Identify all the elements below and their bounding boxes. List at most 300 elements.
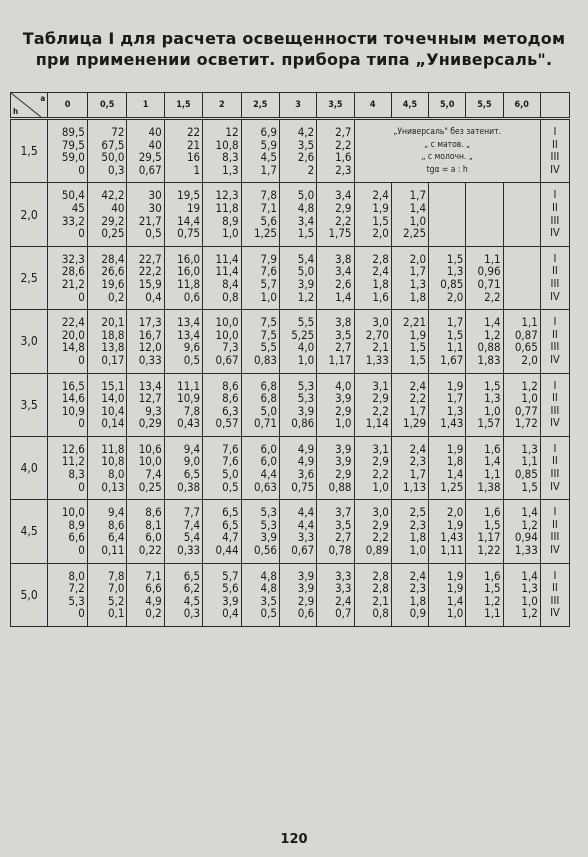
row-height-label: 4,5	[11, 500, 48, 563]
cell-value: 59,0	[61, 150, 85, 165]
table-title	[0, 28, 588, 70]
cell-value: 3,9	[260, 530, 277, 545]
cell-value: 1,4	[409, 200, 427, 215]
cell-value: 2,4	[372, 264, 389, 279]
curve-type-cell	[540, 563, 569, 626]
value-cell	[87, 183, 127, 246]
cell-value: 3,9	[297, 568, 315, 583]
cell-value: 5,3	[260, 505, 277, 520]
cell-value: 3,9	[222, 593, 239, 608]
cell-value: 0,86	[291, 416, 315, 431]
cell-value: 2,2	[372, 467, 389, 482]
cell-value: 3,8	[335, 315, 352, 330]
cell-value: 1,25	[440, 479, 464, 494]
value-cell	[503, 563, 540, 626]
column-header: 4	[354, 93, 391, 119]
curve-type-cell	[540, 119, 569, 183]
cell-value: 1,9	[409, 327, 427, 342]
cell-value: 0,4	[222, 606, 239, 621]
cell-value: 50,4	[61, 188, 85, 203]
cell-value: 0,9	[409, 606, 427, 621]
value-cell	[87, 310, 127, 373]
cell-value: 1,3	[409, 276, 427, 291]
value-cell	[203, 436, 241, 499]
cell-value: 12,7	[138, 391, 162, 406]
cell-value: 19,5	[177, 188, 201, 203]
cell-value: 2,2	[372, 403, 389, 418]
cell-value: 0,3	[183, 606, 201, 621]
cell-value: 9,0	[183, 454, 201, 469]
cell-value: 0,5	[183, 352, 201, 367]
row-height-label: 1,5	[11, 119, 48, 183]
row-height-label: 3,0	[11, 310, 48, 373]
value-cell	[87, 436, 127, 499]
curve-type-label: III	[550, 467, 560, 481]
cell-value: 1,8	[372, 276, 389, 291]
cell-value: 0	[78, 606, 85, 621]
cell-value: 5,0	[297, 188, 315, 203]
cell-value: 1,9	[446, 581, 464, 596]
cell-value: 10,9	[61, 403, 85, 418]
cell-value: 2,2	[372, 530, 389, 545]
cell-value: 2,8	[372, 581, 389, 596]
value-cell	[466, 436, 503, 499]
illumination-table	[10, 92, 570, 627]
cell-value: 2,4	[335, 593, 352, 608]
table-row	[11, 119, 570, 183]
cell-value: 1,14	[365, 416, 389, 431]
cell-value: 0,83	[253, 352, 277, 367]
cell-value: 1,7	[409, 188, 427, 203]
cell-value: 14,0	[101, 391, 125, 406]
cell-value: 10,4	[101, 403, 125, 418]
cell-value: 2,6	[297, 150, 315, 165]
cell-value: 1,6	[372, 289, 389, 304]
cell-value: 1,5	[372, 213, 389, 228]
cell-value: 11,8	[101, 441, 125, 456]
cell-value: 20,0	[61, 327, 85, 342]
cell-value: 10,0	[61, 505, 85, 520]
cell-value: 8,9	[222, 213, 239, 228]
curve-type-label: III	[550, 150, 560, 164]
cell-value: 0,71	[253, 416, 277, 431]
cell-value: 6,0	[260, 441, 277, 456]
cell-value: 2,25	[403, 226, 427, 241]
cell-value: 2,7	[335, 530, 352, 545]
cell-value: 2,2	[335, 213, 352, 228]
cell-value: 0,89	[365, 543, 389, 558]
cell-value: 16,7	[138, 327, 162, 342]
value-cell	[391, 563, 428, 626]
cell-value: 6,5	[183, 568, 201, 583]
cell-value: 19,6	[101, 276, 125, 291]
cell-value: 0,56	[253, 543, 277, 558]
cell-value: 8,1	[145, 517, 162, 532]
cell-value: 2,9	[372, 517, 389, 532]
cell-value: 0	[78, 162, 85, 177]
cell-value: 1,5	[446, 327, 464, 342]
cell-value: 2,5	[409, 505, 427, 520]
cell-value: 13,4	[177, 315, 201, 330]
cell-value: 1,7	[409, 467, 427, 482]
value-cell	[241, 310, 279, 373]
cell-value: 3,1	[372, 441, 389, 456]
cell-value: 1,57	[477, 416, 501, 431]
curve-type-label: I	[553, 378, 557, 392]
cell-value: 5,6	[260, 213, 277, 228]
cell-value: 1,43	[440, 530, 464, 545]
cell-value: 2,3	[335, 162, 352, 177]
value-cell	[87, 119, 127, 183]
row-height-label: 2,0	[11, 183, 48, 246]
cell-value: 2,9	[335, 403, 352, 418]
cell-value: 5,4	[297, 251, 315, 266]
cell-value: 3,5	[335, 327, 352, 342]
value-cell	[354, 246, 391, 309]
cell-value: 21,2	[61, 276, 85, 291]
cell-value: 29,2	[101, 213, 125, 228]
cell-value: 8,6	[108, 517, 125, 532]
value-cell	[466, 500, 503, 563]
cell-value: 0,17	[101, 352, 125, 367]
value-cell	[203, 183, 241, 246]
cell-value: 72	[111, 125, 125, 139]
cell-value: 1,0	[484, 403, 501, 418]
cell-value: 11,8	[215, 200, 239, 215]
value-cell	[48, 373, 88, 436]
column-header: 3	[279, 93, 316, 119]
cell-value: 1,5	[409, 352, 427, 367]
value-cell	[164, 563, 202, 626]
value-cell	[127, 119, 164, 183]
cell-value: 1,9	[446, 568, 464, 583]
row-height-label: 4,0	[11, 436, 48, 499]
row-height-label: 3,5	[11, 373, 48, 436]
value-cell	[391, 183, 428, 246]
cell-value: 21,7	[138, 213, 162, 228]
cell-value: 0,14	[101, 416, 125, 431]
cell-value: 22,2	[138, 264, 162, 279]
cell-value: 2,2	[335, 137, 352, 152]
value-cell	[354, 183, 391, 246]
cell-value: 6,5	[222, 517, 239, 532]
cell-value: 14,6	[61, 391, 85, 406]
cell-value: 22	[186, 125, 201, 139]
value-cell	[429, 436, 466, 499]
cell-value: 0,8	[222, 289, 239, 304]
cell-value: 1,5	[484, 517, 501, 532]
value-cell	[127, 310, 164, 373]
cell-value: 0,67	[138, 162, 162, 177]
value-cell	[127, 500, 164, 563]
cell-value: 19	[186, 200, 201, 215]
cell-value: 0,63	[253, 479, 277, 494]
cell-value: 1,8	[409, 289, 427, 304]
cell-value: 4,4	[260, 467, 277, 482]
cell-value: 1,38	[477, 479, 501, 494]
cell-value: 1,2	[484, 327, 501, 342]
value-cell	[503, 246, 540, 309]
cell-value: 0,85	[514, 467, 538, 482]
cell-value: 1,0	[446, 606, 464, 621]
cell-value: 40	[111, 200, 125, 215]
value-cell	[48, 563, 88, 626]
cell-value: 1,9	[446, 517, 464, 532]
table-row	[11, 500, 570, 563]
value-cell	[241, 563, 279, 626]
cell-value: 1,11	[440, 543, 464, 558]
cell-value: 1,1	[484, 467, 501, 482]
cell-value: 0	[78, 289, 85, 304]
cell-value: 5,3	[297, 391, 315, 406]
cell-value: 3,6	[297, 467, 315, 482]
cell-value: 2,4	[409, 378, 427, 393]
value-cell	[466, 183, 503, 246]
cell-value: 16	[186, 150, 201, 165]
cell-value: 7,8	[260, 188, 277, 203]
cell-value: 2,4	[409, 441, 427, 456]
value-cell	[391, 310, 428, 373]
cell-value: 2,2	[484, 289, 501, 304]
cell-value: 1,2	[521, 606, 538, 621]
cell-value: 12,3	[215, 188, 239, 203]
cell-value: 1,5	[484, 581, 501, 596]
cell-value: 3,9	[335, 391, 352, 406]
table-row	[11, 310, 570, 373]
curve-type-label: I	[553, 315, 557, 329]
value-cell	[391, 436, 428, 499]
value-cell	[279, 183, 316, 246]
cell-value: 0,5	[222, 479, 239, 494]
value-cell	[317, 310, 354, 373]
curve-type-label: II	[552, 391, 558, 405]
cell-value: 3,3	[335, 581, 352, 596]
value-cell	[164, 183, 202, 246]
cell-value: 0,2	[145, 606, 162, 621]
value-cell	[87, 373, 127, 436]
cell-value: 0,6	[297, 606, 315, 621]
cell-value: 45	[71, 200, 85, 215]
cell-value: 2	[307, 162, 315, 177]
cell-value: 8,9	[68, 517, 85, 532]
value-cell	[279, 373, 316, 436]
value-cell	[317, 183, 354, 246]
cell-value: 13,4	[138, 378, 162, 393]
value-cell	[354, 563, 391, 626]
cell-value: 0,13	[101, 479, 125, 494]
cell-value: 0,78	[328, 543, 352, 558]
cell-value: 1,6	[484, 568, 501, 583]
cell-value: 5,3	[68, 593, 85, 608]
curve-type-label: IV	[550, 543, 560, 557]
cell-value: 3,9	[297, 403, 315, 418]
cell-value: 8,6	[145, 505, 162, 520]
cell-value: 1,1	[446, 340, 464, 355]
cell-value: 6,6	[68, 530, 85, 545]
cell-value: 7,4	[183, 517, 201, 532]
curve-type-label: IV	[550, 416, 560, 430]
cell-value: 1,25	[253, 226, 277, 241]
value-cell	[164, 436, 202, 499]
curve-type-label: I	[553, 505, 557, 519]
cell-value: 11,4	[215, 251, 239, 266]
cell-value: 1,17	[328, 352, 352, 367]
cell-value: 8,3	[68, 467, 85, 482]
value-cell	[429, 500, 466, 563]
value-cell	[279, 310, 316, 373]
value-cell	[503, 500, 540, 563]
cell-value: 2,3	[409, 454, 427, 469]
value-cell	[164, 310, 202, 373]
cell-value: 5,25	[291, 327, 315, 342]
cell-value: 7,6	[222, 454, 239, 469]
cell-value: 18,8	[101, 327, 125, 342]
cell-value: 11,8	[177, 276, 201, 291]
value-cell	[127, 246, 164, 309]
cell-value: 0,5	[260, 606, 277, 621]
value-cell	[503, 310, 540, 373]
legend-note-line: „ с матов. „	[424, 139, 471, 150]
corner-a: a	[40, 94, 46, 103]
cell-value: 9,4	[183, 441, 201, 456]
value-cell	[127, 373, 164, 436]
title-line-2: при применении осветит. прибора типа „Универсаль".	[35, 50, 553, 69]
curve-type-label: III	[550, 403, 560, 417]
cell-value: 6,0	[260, 454, 277, 469]
cell-value: 14,8	[61, 340, 85, 355]
value-cell	[279, 563, 316, 626]
cell-value: 0,71	[477, 276, 501, 291]
data-table	[10, 92, 570, 627]
row-height-label: 5,0	[11, 563, 48, 626]
cell-value: 0,25	[138, 479, 162, 494]
cell-value: 2,8	[372, 251, 389, 266]
cell-value: 7,6	[222, 441, 239, 456]
cell-value: 7,2	[68, 581, 85, 596]
cell-value: 1,0	[222, 226, 239, 241]
cell-value: 2,1	[372, 340, 389, 355]
cell-value: 1,1	[521, 454, 538, 469]
value-cell	[391, 246, 428, 309]
column-header: 3,5	[317, 93, 354, 119]
cell-value: 0,29	[138, 416, 162, 431]
cell-value: 4,4	[297, 505, 315, 520]
cell-value: 1,29	[403, 416, 427, 431]
cell-value: 40	[148, 137, 162, 152]
value-cell	[48, 310, 88, 373]
cell-value: 3,5	[335, 517, 352, 532]
curve-type-label: II	[552, 200, 558, 214]
cell-value: 5,5	[297, 315, 315, 330]
value-cell	[127, 183, 164, 246]
curve-type-label: I	[553, 125, 557, 138]
cell-value: 1,0	[372, 479, 389, 494]
column-header: 1	[127, 93, 164, 119]
header-row	[11, 93, 570, 119]
cell-value: 1,7	[409, 264, 427, 279]
value-cell	[503, 436, 540, 499]
cell-value: 10,0	[215, 327, 239, 342]
cell-value: 1,8	[446, 454, 464, 469]
row-height-label: 2,5	[11, 246, 48, 309]
curve-type-label: II	[552, 327, 558, 341]
cell-value: 1,4	[484, 315, 501, 330]
value-cell	[279, 500, 316, 563]
curve-type-label: IV	[550, 226, 560, 240]
value-cell	[241, 436, 279, 499]
cell-value: 7,4	[145, 467, 162, 482]
cell-value: 7,3	[222, 340, 239, 355]
cell-value: 67,5	[101, 137, 125, 152]
cell-value: 1,8	[409, 593, 427, 608]
cell-value: 2,0	[446, 505, 464, 520]
cell-value: 3,5	[260, 593, 277, 608]
cell-value: 1,22	[477, 543, 501, 558]
cell-value: 50,0	[101, 150, 125, 165]
value-cell	[279, 119, 316, 183]
value-cell	[429, 563, 466, 626]
cell-value: 20,1	[101, 315, 125, 330]
value-cell	[87, 563, 127, 626]
cell-value: 0,5	[145, 226, 162, 241]
cell-value: 11,1	[177, 378, 201, 393]
curve-type-label: II	[552, 264, 558, 278]
column-header: 0	[48, 93, 88, 119]
cell-value: 33,2	[61, 213, 85, 228]
curve-type-label: IV	[550, 606, 560, 620]
cell-value: 8,4	[222, 276, 239, 291]
cell-value: 0	[78, 416, 85, 431]
cell-value: 29,5	[138, 150, 162, 165]
cell-value: 5,5	[260, 340, 277, 355]
curve-type-label: II	[552, 454, 558, 468]
cell-value: 4,5	[260, 150, 277, 165]
cell-value: 0,11	[101, 543, 125, 558]
cell-value: 1,3	[521, 581, 538, 596]
cell-value: 5,4	[183, 530, 201, 545]
cell-value: 1,4	[446, 593, 464, 608]
column-header: 0,5	[87, 93, 127, 119]
cell-value: 2,9	[297, 593, 315, 608]
cell-value: 5,7	[260, 276, 277, 291]
value-cell	[317, 373, 354, 436]
cell-value: 15,9	[138, 276, 162, 291]
cell-value: 1,6	[484, 505, 501, 520]
cell-value: 0,57	[215, 416, 239, 431]
cell-value: 22,7	[138, 251, 162, 266]
cell-value: 1,2	[521, 517, 538, 532]
cell-value: 6,3	[222, 403, 239, 418]
cell-value: 7,5	[260, 327, 277, 342]
curve-type-label: I	[553, 568, 557, 582]
value-cell	[466, 563, 503, 626]
cell-value: 0,85	[440, 276, 464, 291]
cell-value: 1,3	[446, 403, 464, 418]
cell-value: 0,75	[291, 479, 315, 494]
curve-type-label: I	[553, 441, 557, 455]
cell-value: 6,4	[108, 530, 125, 545]
cell-value: 9,6	[183, 340, 201, 355]
cell-value: 1,4	[335, 289, 352, 304]
title-line-1: Таблица I для расчета освещенности точечным методом	[22, 29, 566, 48]
cell-value: 2,9	[335, 200, 352, 215]
cell-value: 1,3	[521, 441, 538, 456]
cell-value: 14,4	[177, 213, 201, 228]
cell-value: 30	[148, 200, 162, 215]
cell-value: 0,33	[177, 543, 201, 558]
value-cell	[164, 373, 202, 436]
curve-type-cell	[540, 310, 569, 373]
